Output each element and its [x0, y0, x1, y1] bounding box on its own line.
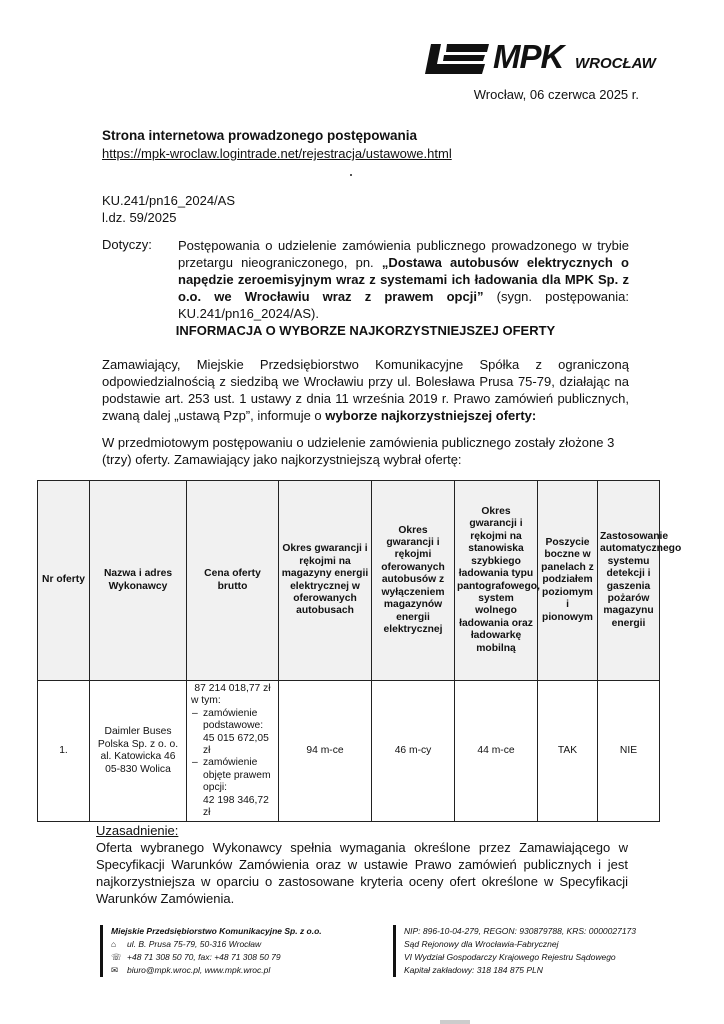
table-row	[38, 681, 660, 822]
footer-nip: NIP: 896-10-04-279, REGON: 930879788, KRS: 0000027173	[404, 926, 637, 936]
subject-text-end: (sygn. postępowania: KU.241/pn16_2024/AS).	[178, 289, 629, 321]
footer-phone-row	[111, 951, 322, 964]
mpk-logo	[425, 40, 655, 80]
cell-warranty-energy: 94 m-ce	[279, 681, 372, 822]
footer-registry-block	[393, 925, 636, 977]
header-fire-system: Zastosowanie automatycznego systemu detekcji i gaszenia pożarów magazynu energii	[598, 481, 660, 681]
footer-address: ul. B. Prusa 75-79, 50-316 Wrocław	[127, 939, 262, 949]
reference-block	[102, 192, 235, 226]
section-title: INFORMACJA O WYBORZE NAJKORZYSTNIEJSZEJ OFERTY	[175, 323, 556, 338]
price-option-label: – zamówienie objęte prawem opcji:	[203, 757, 274, 794]
intro-bold: wyborze najkorzystniejszej oferty:	[325, 408, 537, 423]
price-option: 42 198 346,72 zł	[203, 794, 269, 819]
header-contractor: Nazwa i adres Wykonawcy	[90, 481, 187, 681]
website-title: Strona internetowa prowadzonego postępowania	[102, 128, 418, 143]
case-number: KU.241/pn16_2024/AS	[102, 193, 235, 208]
footer-address-row	[111, 938, 322, 951]
cell-warranty-charging: 44 m-ce	[455, 681, 538, 822]
price-intro: w tym:	[191, 695, 221, 707]
subject-label: Dotyczy:	[102, 237, 152, 252]
cell-side-panels: TAK	[538, 681, 598, 822]
header-side-panels: Poszycie boczne w panelach z podziałem poziomym i pionowym	[538, 481, 598, 681]
cell-nr: 1.	[38, 681, 90, 822]
price-total: 87 214 018,77 zł	[194, 683, 271, 694]
header-price: Cena oferty brutto	[187, 481, 279, 681]
logo-city: WROCŁAW	[575, 55, 656, 72]
footer-company-block	[100, 925, 322, 977]
offers-paragraph: W przedmiotowym postępowaniu o udzielenie zamówienia publicznego zostały złożone 3 (trzy) oferty. Zamawiający jako najkorzystniejszą wybrał ofertę:	[102, 435, 615, 467]
header-warranty-charging: Okres gwarancji i rękojmi na stanowiska szybkiego ładowania typu pantografowego, system wolnego ładowania oraz ładowarkę mobilną	[455, 481, 538, 681]
scan-mark	[440, 1020, 470, 1024]
phone-icon: ☏	[111, 952, 122, 962]
document-date: Wrocław, 06 czerwca 2025 r.	[473, 87, 639, 102]
header-nr: Nr oferty	[38, 481, 90, 681]
subject-tender-name: „Dostawa autobusów elektrycznych o napędzie zeroemisyjnym wraz z systemami ich ładowania dla MPK Sp. z o.o. we Wrocławiu wraz z prawem opcji”	[178, 255, 629, 304]
cell-contractor: Daimler Buses Polska Sp. z o. o. al. Katowicka 46 05-830 Wolica	[90, 681, 187, 822]
footer-email-row	[111, 964, 322, 977]
cell-fire-system: NIE	[598, 681, 660, 822]
intro-text: Zamawiający, Miejskie Przedsiębiorstwo Komunikacyjne Spółka z ograniczoną odpowiedzialnością z siedzibą we Wrocławiu przy ul. Bolesława Prusa 75-79, działając na podstawie art. 253 ust. 1 ustawy z dnia 11 września 2019 r. Prawo zamówień publicznych, zwaną dalej „ustawą Pzp”, informuje o	[102, 357, 629, 423]
header-warranty-bus: Okres gwarancji i rękojmi oferowanych autobusów z wyłączeniem magazynów energii elektrycznej	[372, 481, 455, 681]
scan-speck	[350, 174, 352, 176]
mail-icon: ✉	[111, 965, 119, 975]
subject-text-start: Postępowania o udzielenie zamówienia publicznego prowadzonego w trybie przetargu nieograniczonego, pn.	[178, 238, 629, 270]
price-basic: 45 015 672,05 zł	[203, 732, 269, 757]
footer-email[interactable]: biuro@mpk.wroc.pl, www.mpk.wroc.pl	[127, 965, 271, 975]
price-basic-label: – zamówienie podstawowe:	[203, 708, 274, 733]
justification-title: Uzasadnienie:	[96, 823, 179, 838]
intro-paragraph	[102, 356, 629, 424]
website-url-link[interactable]: https://mpk-wroclaw.logintrade.net/rejestracja/ustawowe.html	[102, 146, 452, 161]
cell-price	[187, 681, 279, 822]
footer-capital: Kapitał zakładowy: 318 184 875 PLN	[404, 965, 543, 975]
footer-court: Sąd Rejonowy dla Wrocławia-Fabrycznej	[404, 939, 559, 949]
logo-text: MPK	[493, 38, 564, 75]
footer-division: VI Wydział Gospodarczy Krajowego Rejestru Sądowego	[404, 952, 616, 962]
location-icon: ⌂	[111, 939, 117, 949]
cell-warranty-bus: 46 m-cy	[372, 681, 455, 822]
subject-text	[178, 237, 629, 322]
header-warranty-energy: Okres gwarancji i rękojmi na magazyny energii elektrycznej w oferowanych autobusach	[279, 481, 372, 681]
table-header-row	[38, 481, 660, 681]
ldz-number: l.dz. 59/2025	[102, 210, 177, 225]
justification-text: Oferta wybranego Wykonawcy spełnia wymagania określone przez Zamawiającego w Specyfikacji Warunków Zamówienia oraz w ustawie Prawo zamówień publicznych i jest najkorzystniejsza w oparciu o zastosowane kryteria oceny ofert określone w Specyfikacji Warunków Zamówienia.	[96, 840, 628, 906]
mpk-logo-icon	[425, 42, 491, 76]
offers-table	[37, 480, 682, 822]
footer-phone: +48 71 308 50 70, fax: +48 71 308 50 79	[127, 952, 281, 962]
footer-company-name: Miejskie Przedsiębiorstwo Komunikacyjne Sp. z o.o.	[111, 926, 322, 936]
